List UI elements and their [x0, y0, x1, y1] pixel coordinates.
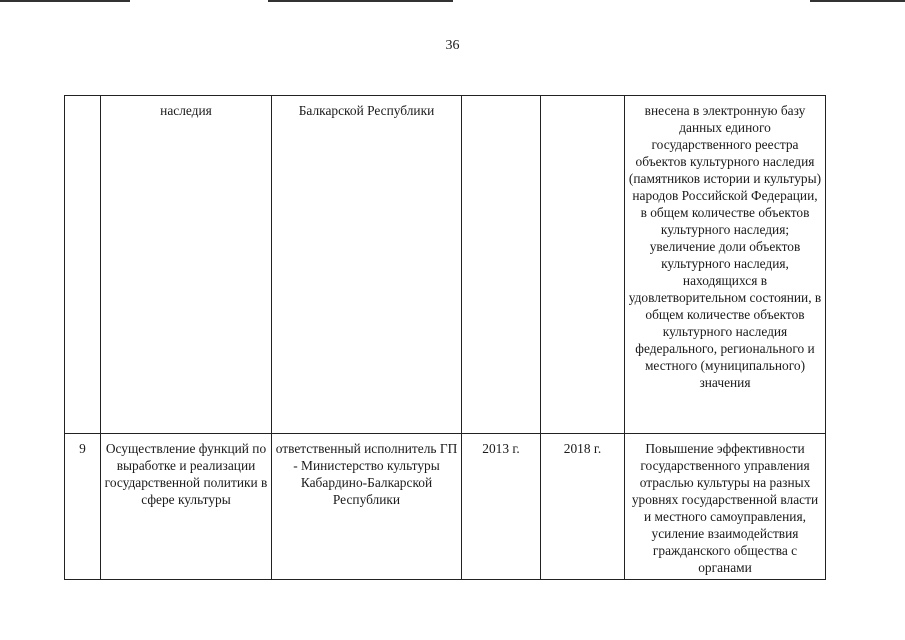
row-number-cell: 9	[65, 434, 101, 580]
scan-line-right	[810, 0, 905, 2]
expected-result-cell: внесена в электронную базу данных единого государственного реестра объектов культурного наследия (памятников истории и культуры) народов Российской Федерации, в общем количестве объектов культурного наследия; увеличение доли объектов культурного наследия, находящихся в удовлетворительном состоянии, в общем количестве объектов культурного наследия федерального, регионального и местного (муниципального) значения	[625, 96, 826, 434]
end-year-cell: 2018 г.	[541, 434, 625, 580]
measure-name-cell: Осуществление функций по выработке и реализации государственной политики в сфере культуры	[101, 434, 272, 580]
table-row	[65, 96, 826, 434]
end-year-cell	[541, 96, 625, 434]
expected-result-cell: Повышение эффективности государственного управления отраслью культуры на разных уровнях государственной власти и местного самоуправления, усиление взаимодействия гражданского общества с органами	[625, 434, 826, 580]
start-year-cell: 2013 г.	[462, 434, 541, 580]
program-table	[64, 95, 826, 580]
page-number: 36	[445, 38, 460, 53]
executor-cell: Балкарской Республики	[272, 96, 462, 434]
table-row	[65, 434, 826, 580]
scan-line-left	[0, 0, 130, 2]
row-number-cell	[65, 96, 101, 434]
executor-cell: ответственный исполнитель ГП - Министерство культуры Кабардино-Балкарской Республики	[272, 434, 462, 580]
start-year-cell	[462, 96, 541, 434]
measure-name-cell: наследия	[101, 96, 272, 434]
scan-line-center	[268, 0, 453, 2]
